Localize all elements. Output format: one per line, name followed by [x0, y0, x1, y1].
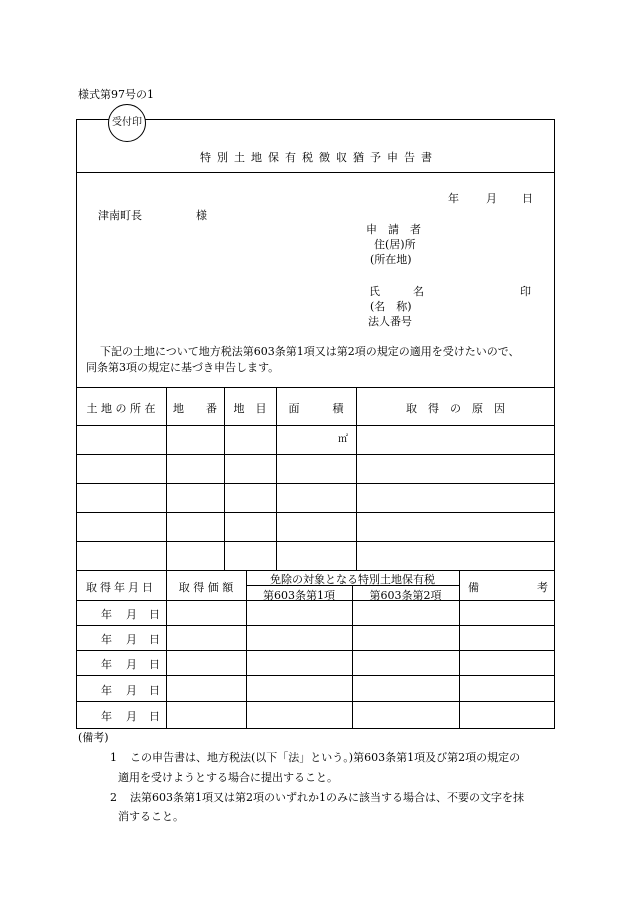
acq-row-day: 日: [149, 658, 160, 671]
acq-row-day: 日: [149, 684, 160, 697]
note-2-line2: 消すること。: [118, 810, 184, 823]
applicant-label: 申 請 者: [366, 223, 421, 236]
note-2-number: 2: [110, 791, 117, 804]
date-day: 日: [522, 192, 533, 205]
acq-row-year: 年: [101, 684, 112, 697]
land-row-line: [76, 483, 555, 484]
land-table-top: [76, 387, 555, 388]
area-unit: ㎡: [338, 434, 348, 445]
acq-header-date: 取得年月日: [86, 581, 156, 594]
applicant-address-label: 住(居)所: [374, 238, 416, 251]
land-header-cause: 取 得 の 原 因: [406, 402, 505, 415]
acq-row-month: 月: [126, 684, 137, 697]
statement-line1: 下記の土地について地方税法第603条第1項又は第2項の規定の適用を受けたいので、: [100, 345, 520, 358]
acq-header-sub1: 第603条第1項: [263, 589, 335, 602]
note-1-line1: この申告書は、地方税法(以下「法」という。)第603条第1項及び第2項の規定の: [130, 751, 521, 764]
statement-line2: 同条第3項の規定に基づき申告します。: [86, 361, 280, 374]
acq-col-line: [352, 585, 353, 729]
acq-row-line: [76, 625, 555, 626]
acq-row-line: [76, 701, 555, 702]
note-2-line1: 法第603条第1項又は第2項のいずれか1のみに該当する場合は、不要の文字を抹: [130, 791, 524, 804]
acq-row-line: [76, 650, 555, 651]
applicant-name-sub: (名 称): [370, 300, 412, 313]
land-header-location: 土 地 の 所 在: [86, 402, 156, 415]
applicant-seal: 印: [520, 285, 531, 298]
acq-row-year: 年: [101, 633, 112, 646]
date-month: 月: [486, 192, 497, 205]
acq-header-price: 取 得 価 額: [178, 581, 234, 594]
applicant-name-label: 氏 名: [369, 285, 424, 298]
addressee-honorific: 様: [196, 209, 207, 222]
acq-row-day: 日: [149, 633, 160, 646]
land-row-line: [76, 454, 555, 455]
acq-row-year: 年: [101, 710, 112, 723]
land-row-line: [76, 512, 555, 513]
acq-row-day: 日: [149, 608, 160, 621]
title-divider: [76, 172, 555, 173]
applicant-corp-number: 法人番号: [368, 315, 412, 328]
land-header-lot: 地 番: [173, 402, 217, 415]
acq-row-month: 月: [126, 608, 137, 621]
reception-stamp: 受付印: [108, 104, 146, 142]
note-1-line2: 適用を受けようとする場合に提出すること。: [118, 771, 338, 784]
addressee-name: 津南町長: [98, 209, 142, 222]
acq-row-year: 年: [101, 658, 112, 671]
date-year: 年: [448, 192, 459, 205]
land-header-area: 面 積: [288, 402, 344, 415]
acq-row-day: 日: [149, 710, 160, 723]
notes-heading: (備考): [78, 731, 109, 744]
form-frame: [76, 119, 555, 729]
acq-header-remarks-1: 備: [468, 581, 479, 594]
acq-header-sub2: 第603条第2項: [369, 589, 442, 602]
acq-row-month: 月: [126, 658, 137, 671]
form-title: 特別土地保有税徴収猶予申告書: [200, 151, 438, 164]
acq-header-exempt-group: 免除の対象となる特別土地保有税: [270, 573, 435, 586]
applicant-address-sub: (所在地): [370, 253, 412, 266]
acq-header-remarks-2: 考: [537, 581, 548, 594]
acq-row-year: 年: [101, 608, 112, 621]
acq-row-month: 月: [126, 710, 137, 723]
land-header-category: 地 目: [233, 402, 267, 415]
form-number: 様式第97号の1: [78, 88, 154, 101]
note-1-number: 1: [110, 751, 117, 764]
land-table-header-bottom: [76, 425, 555, 426]
acq-col-line: [459, 570, 460, 729]
acq-row-month: 月: [126, 633, 137, 646]
acq-row-line: [76, 675, 555, 676]
land-row-line: [76, 541, 555, 542]
